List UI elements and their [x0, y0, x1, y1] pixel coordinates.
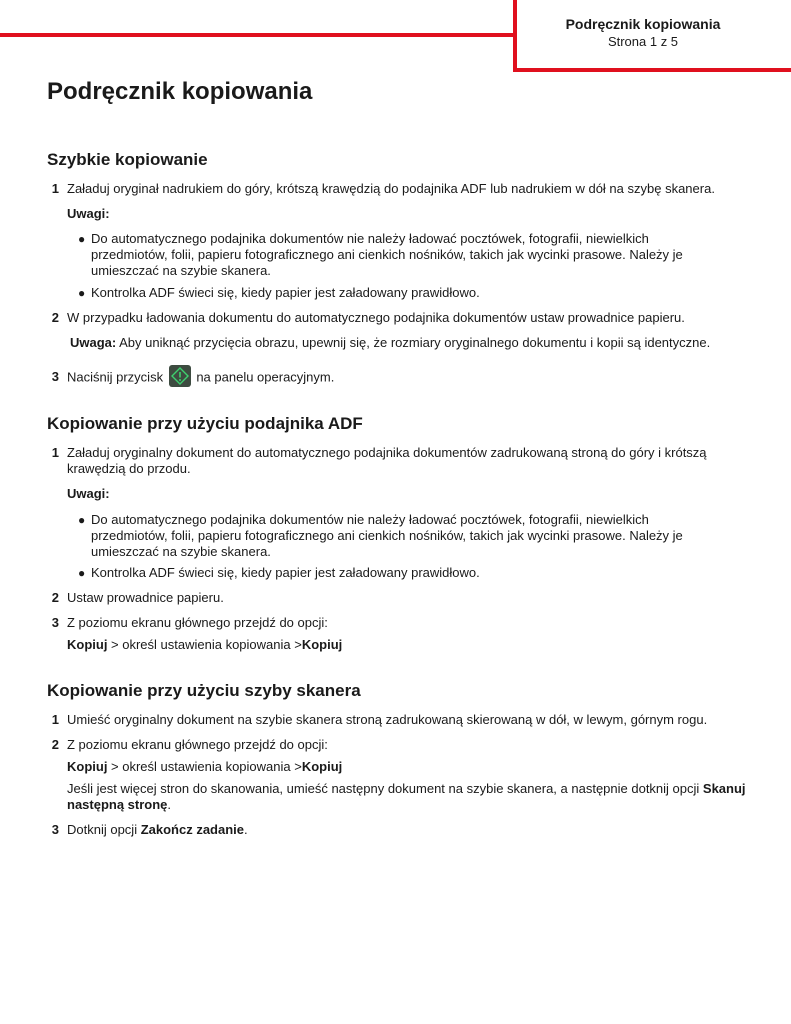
step-number: 1: [51, 445, 59, 460]
menu-path: [67, 759, 747, 775]
section-title-quick-copy: Szybkie kopiowanie: [47, 150, 208, 169]
note: [70, 335, 750, 351]
list-item: [78, 285, 718, 301]
step: [47, 590, 757, 606]
step-text: Umieść oryginalny dokument na szybie skanera stroną zadrukowaną skierowaną w dół, w lewym, górnym rogu.: [67, 712, 708, 727]
menu-path-start: Kopiuj: [67, 759, 108, 774]
page-title: Podręcznik kopiowania: [47, 78, 313, 105]
step-text-pre: Dotknij opcji: [67, 822, 141, 837]
list-item: [78, 512, 718, 560]
start-icon: [169, 365, 191, 387]
additional-pages-text: [67, 781, 747, 813]
bullet-icon: ●: [78, 286, 86, 300]
section-title-adf-copy: Kopiowanie przy użyciu podajnika ADF: [47, 414, 363, 433]
step: [47, 822, 757, 838]
step: [47, 712, 757, 728]
step-text: Z poziomu ekranu głównego przejdź do opcji:: [67, 737, 328, 752]
header-title: Podręcznik kopiowania: [565, 16, 721, 32]
step-number: 3: [51, 615, 59, 630]
section-title-glass-copy: Kopiowanie przy użyciu szyby skanera: [47, 681, 361, 700]
bullet-text: Do automatycznego podajnika dokumentów nie należy ładować pocztówek, fotografii, niewielkich przedmiotów, folii, papieru fotograficznego ani cienkich nośników, takich jak wycinki prasowe. Należy je umieszczać na szybie skanera.: [91, 512, 683, 559]
step: [47, 615, 757, 631]
bullet-icon: ●: [78, 566, 86, 580]
step-text: Załaduj oryginał nadrukiem do góry, krótszą krawędzią do podajnika ADF lub nadrukiem w dół na szybę skanera.: [67, 181, 715, 196]
step-text: Załaduj oryginalny dokument do automatycznego podajnika dokumentów zadrukowaną stroną do góry i krótszą krawędzią do przodu.: [67, 445, 707, 476]
menu-path-middle: > określ ustawienia kopiowania >: [107, 637, 302, 652]
step-number: 2: [51, 310, 59, 325]
step-number: 1: [51, 712, 59, 727]
step: [47, 369, 757, 387]
step: [47, 445, 757, 477]
menu-path-end: Kopiuj: [301, 759, 343, 774]
more-pages-end: .: [167, 797, 172, 812]
notes-label: Uwagi:: [67, 206, 110, 221]
menu-path: [67, 637, 747, 653]
bullet-text: Do automatycznego podajnika dokumentów nie należy ładować pocztówek, fotografii, niewielkich przedmiotów, folii, papieru fotograficznego ani cienkich nośników, takich jak wycinki prasowe. Należy je umieszczać na szybie skanera.: [91, 231, 683, 278]
bullet-icon: ●: [78, 232, 86, 246]
scan-next-page-label: Skanuj następną stronę: [67, 781, 746, 812]
step: [47, 181, 757, 197]
step-number: 3: [51, 822, 59, 837]
menu-path-start: Kopiuj: [67, 637, 108, 652]
menu-path-middle: > określ ustawienia kopiowania >: [107, 759, 302, 774]
header-page-number: Strona 1 z 5: [607, 34, 679, 49]
step-number: 1: [51, 181, 59, 196]
step-text: [67, 822, 757, 838]
step-text: Ustaw prowadnice papieru.: [67, 590, 224, 605]
header-rule-left: [0, 33, 517, 37]
step-number: 2: [51, 590, 59, 605]
step-text-end: .: [244, 822, 248, 837]
note-text: Aby uniknąć przycięcia obrazu, upewnij się, że rozmiary oryginalnego dokumentu i kopii są identyczne.: [116, 335, 711, 350]
bullet-text: Kontrolka ADF świeci się, kiedy papier jest załadowany prawidłowo.: [91, 565, 480, 580]
step: [47, 310, 757, 326]
menu-path-end: Kopiuj: [301, 637, 343, 652]
step-text: W przypadku ładowania dokumentu do automatycznego podajnika dokumentów ustaw prowadnice papieru.: [67, 310, 685, 325]
step-number: 3: [51, 369, 59, 384]
step-text-post: na panelu operacyjnym.: [196, 369, 335, 385]
notes-label: Uwagi:: [67, 486, 110, 501]
more-pages-text: Jeśli jest więcej stron do skanowania, umieść następny dokument na szybie skanera, a następnie dotknij opcji: [67, 781, 703, 796]
finish-job-label: Zakończ zadanie: [140, 822, 245, 837]
bullet-icon: ●: [78, 513, 86, 527]
list-item: [78, 565, 718, 581]
header-rule-bottom: [513, 68, 791, 72]
step: [47, 737, 757, 753]
step-text: [67, 369, 757, 387]
list-item: [78, 231, 718, 279]
step-text: Z poziomu ekranu głównego przejdź do opcji:: [67, 615, 328, 630]
bullet-text: Kontrolka ADF świeci się, kiedy papier jest załadowany prawidłowo.: [91, 285, 480, 300]
step-number: 2: [51, 737, 59, 752]
note-label: Uwaga:: [70, 335, 117, 350]
step-text-pre: Naciśnij przycisk: [67, 369, 164, 385]
